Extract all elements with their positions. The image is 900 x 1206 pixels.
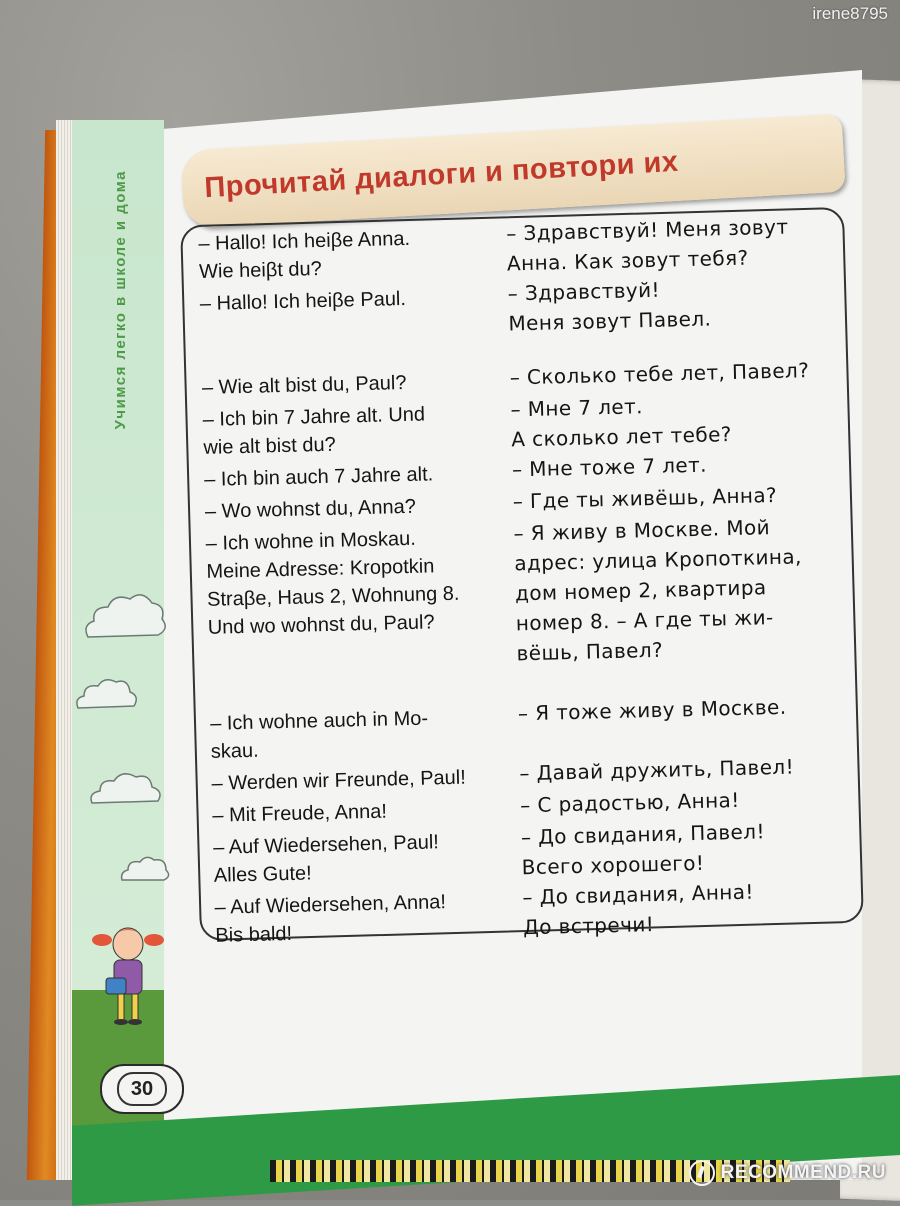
german-line [198,218,507,286]
cloud-icon [86,765,166,815]
text-line: skau. [210,739,259,763]
watermark-user: irene8795 [812,4,888,23]
text-line: – Мне тоже 7 лет. [511,452,708,482]
text-line: – Сколько тебе лет, Павел? [509,358,810,390]
text-line: вёшь, Павел? [516,637,664,666]
text-line: – Auf Wiedersehen, Paul! [212,831,440,859]
text-line: – С радостью, Анна! [519,787,740,818]
recommend-logo-icon [689,1160,715,1186]
girl-illustration [88,918,168,1038]
dialogue-row [205,510,858,676]
german-line [199,278,508,346]
text-line: – Hallo! Ich heiβe Anna. [198,227,411,255]
text-line: Анна. Как зовут тебя? [506,245,749,276]
text-line: Wie heiβt du? [198,257,323,283]
text-line: wie alt bist du? [203,433,336,459]
text-line: – Mit Freude, Anna! [212,800,388,827]
text-line: – Auf Wiedersehen, Anna! [214,891,447,919]
text-line: Всего хорошего! [521,850,705,880]
russian-line [521,814,852,882]
text-line: – Ich wohne auch in Mo- [209,707,429,735]
side-title: Учимся легко в школе и дома [112,170,129,430]
text-line: дом номер 2, квартира [514,575,767,606]
text-line: – Hallo! Ich heiβe Paul. [199,287,407,315]
dialogue-list [198,210,865,950]
text-line: – Ich wohne in Moskau. [205,527,417,555]
german-line [210,698,519,766]
text-line: адрес: улица Кропоткина, [514,544,803,576]
german-line [213,822,522,890]
text-line: – Здравствуй! Меня зовут [505,214,789,246]
russian-line [522,874,853,942]
text-line: Меня зовут Павел. [508,306,712,336]
page-number: 30 [117,1072,167,1106]
cloud-icon [72,670,142,720]
text-line: – До свидания, Анна! [522,879,755,910]
russian-line [510,386,841,454]
german-line [214,882,523,950]
text-line: – Wo wohnst du, Anna? [204,495,417,523]
text-line: – Werden wir Freunde, Paul! [211,766,467,795]
text-line: – До свидания, Павел! [520,819,766,850]
text-line: Bis bald! [215,922,293,947]
text-line: – Давай дружить, Павел! [519,754,795,786]
page-number-badge [100,1064,184,1114]
german-line [202,394,511,462]
text-line: А сколько лет тебе? [511,422,733,452]
text-line: Alles Gute! [213,862,312,887]
text-line: – Wie alt bist du, Paul? [201,371,407,399]
cloud-icon [118,850,172,890]
text-line: Straβe, Haus 2, Wohnung 8. [206,582,460,611]
watermark-site-text: RECOMMEND.RU [720,1162,886,1183]
text-line: – Ich bin 7 Jahre alt. Und [202,403,426,431]
text-line: – Я живу в Москве. Мой [513,515,771,546]
text-line: – Где ты живёшь, Анна? [512,482,778,514]
russian-line [507,270,838,338]
text-line: – Я тоже живу в Москве. [517,694,787,726]
heading-text: Прочитай диалоги и повтори их [203,145,680,204]
text-line: – Мне 7 лет. [510,394,644,422]
watermark-site [689,1160,886,1186]
text-line: Und wo wohnst du, Paul? [207,611,435,639]
text-line: До встречи! [522,912,655,940]
russian-line [506,210,837,278]
german-line [205,518,517,675]
russian-line [513,510,847,668]
russian-line [518,690,849,758]
text-line: Meine Adresse: Kropotkin [206,555,435,583]
text-line: – Здравствуй! [507,277,661,306]
cloud-icon [78,585,170,655]
text-line: – Ich bin auch 7 Jahre alt. [203,463,434,491]
text-line: номер 8. – А где ты жи- [515,605,774,636]
